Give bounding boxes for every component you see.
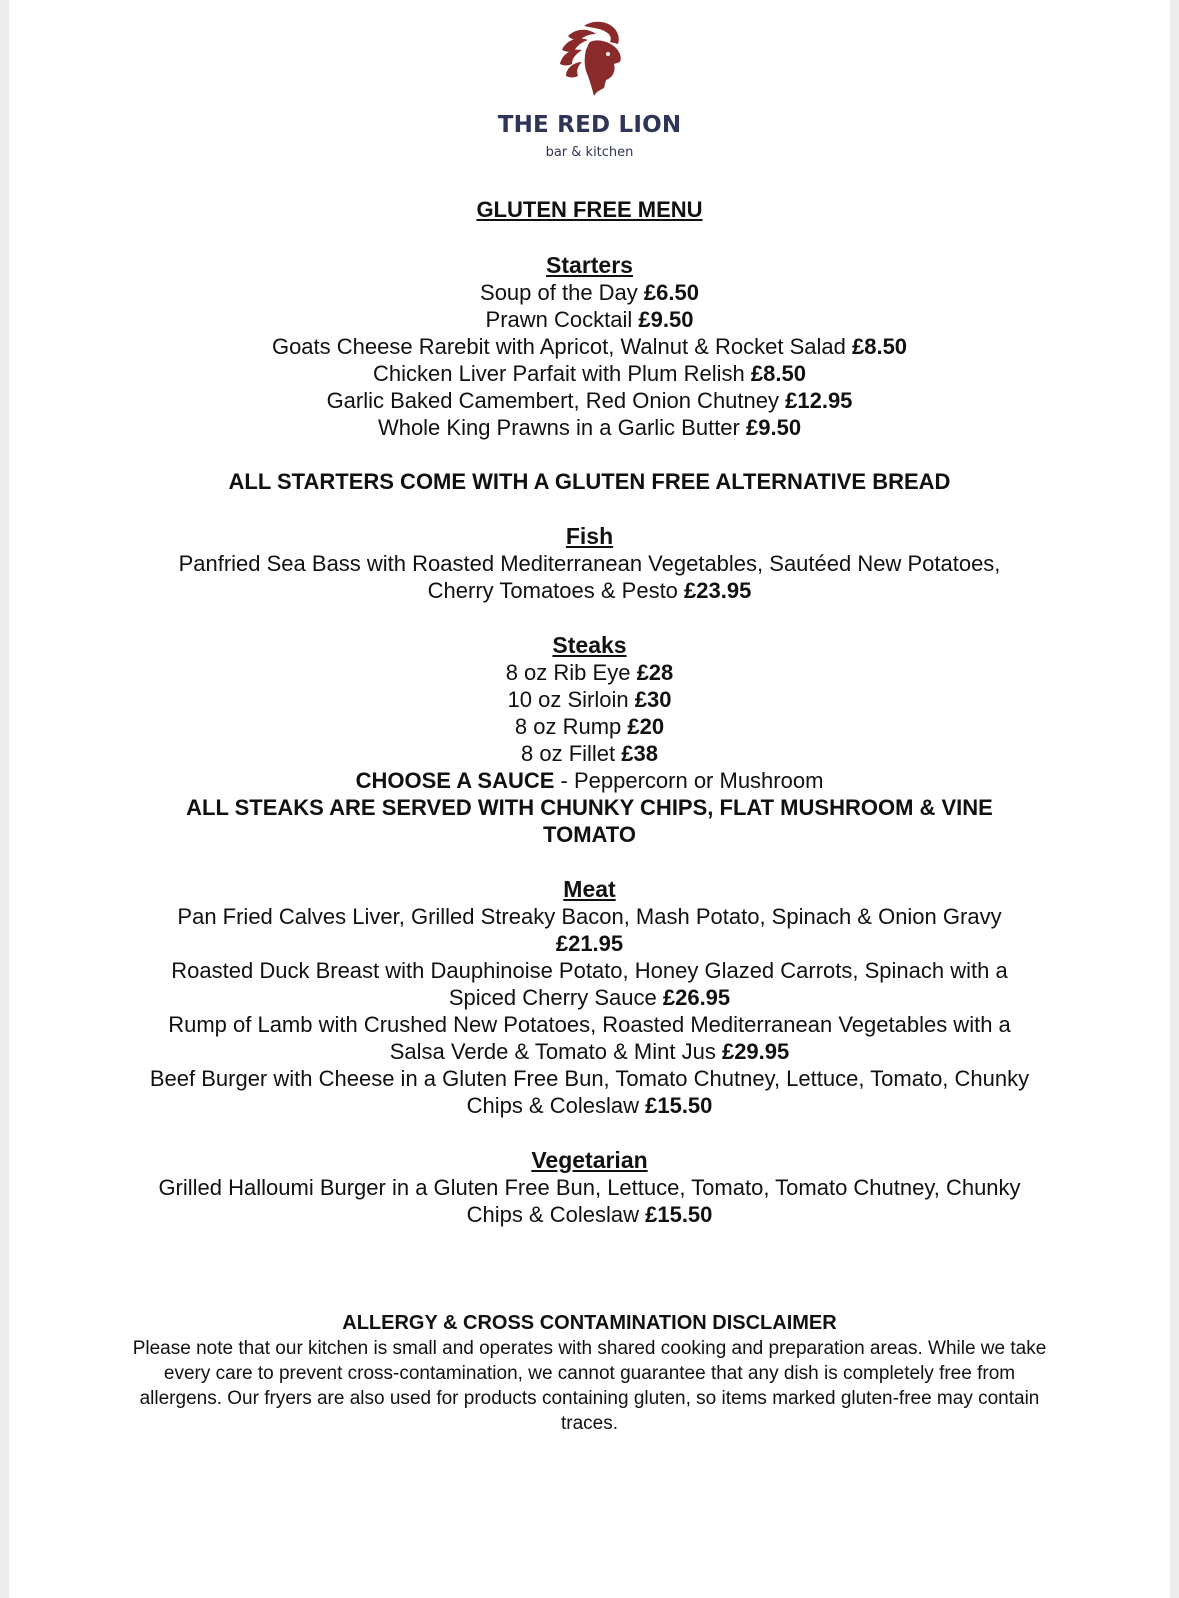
lion-head-icon — [554, 18, 626, 98]
menu-item — [9, 659, 1170, 686]
menu-item-line: Grilled Halloumi Burger in a Gluten Free Bun, Lettuce, Tomato, Tomato Chutney, Chunky — [158, 1175, 1021, 1200]
menu-item — [9, 360, 1170, 387]
item-name: Spiced Cherry Sauce — [448, 985, 657, 1010]
item-name: Prawn Cocktail — [485, 307, 633, 332]
section-heading-vegetarian: Vegetarian — [531, 1147, 648, 1173]
item-price: £29.95 — [721, 1039, 790, 1064]
section-heading-starters: Starters — [546, 252, 633, 278]
section-heading-fish: Fish — [565, 523, 614, 549]
menu-item — [9, 686, 1170, 713]
item-price: £9.50 — [746, 415, 802, 440]
menu-item — [9, 713, 1170, 740]
item-name: 8 oz Rump — [514, 714, 622, 739]
sauce-options: - Peppercorn or Mushroom — [554, 768, 824, 793]
menu-item-line: Rump of Lamb with Crushed New Potatoes, Roasted Mediterranean Vegetables with a — [168, 1012, 1011, 1037]
item-name: Garlic Baked Camembert, Red Onion Chutney — [326, 388, 779, 413]
menu-item — [9, 279, 1170, 306]
brand-name: THE RED LION — [497, 112, 682, 138]
menu-item — [9, 740, 1170, 767]
menu-content — [9, 196, 1170, 1436]
menu-item — [9, 414, 1170, 441]
item-price: £28 — [636, 660, 674, 685]
disclaimer-text: Please note that our kitchen is small and operates with shared cooking and preparation areas. While we take every care to prevent cross-contamination, we cannot guarantee that any dish is completely free from allergens. Our fryers are also used for products containing gluten, so items marked gluten-free may contain traces. — [132, 1338, 1047, 1434]
menu-item-line: Roasted Duck Breast with Dauphinoise Potato, Honey Glazed Carrots, Spinach with a — [171, 958, 1008, 983]
sauce-label: CHOOSE A SAUCE — [355, 768, 555, 793]
item-price: £26.95 — [662, 985, 731, 1010]
menu-item-line: Beef Burger with Cheese in a Gluten Free Bun, Tomato Chutney, Lettuce, Tomato, Chunky — [149, 1066, 1030, 1091]
section-heading-steaks: Steaks — [552, 632, 627, 658]
item-name: 10 oz Sirloin — [507, 687, 629, 712]
menu-item-line — [9, 1201, 1170, 1228]
item-price: £20 — [627, 714, 665, 739]
item-price: £6.50 — [643, 280, 699, 305]
item-price: £8.50 — [750, 361, 806, 386]
brand-subtitle: bar & kitchen — [545, 145, 634, 160]
menu-item-line — [9, 1092, 1170, 1119]
item-price: £15.50 — [645, 1202, 713, 1227]
menu-item-line — [9, 1038, 1170, 1065]
item-price: £30 — [634, 687, 672, 712]
item-name: 8 oz Fillet — [521, 741, 616, 766]
disclaimer-title: ALLERGY & CROSS CONTAMINATION DISCLAIMER — [342, 1312, 837, 1334]
item-price: £38 — [621, 741, 658, 766]
item-name: Chicken Liver Parfait with Plum Relish — [373, 361, 745, 386]
steaks-note-line: TOMATO — [543, 822, 636, 847]
menu-page — [9, 0, 1170, 1598]
menu-item — [9, 333, 1170, 360]
menu-title: GLUTEN FREE MENU — [476, 197, 703, 222]
item-price: £8.50 — [851, 334, 908, 359]
menu-item — [9, 306, 1170, 333]
item-name: Chips & Coleslaw — [466, 1202, 639, 1227]
sauce-choice — [9, 767, 1170, 794]
item-name: Whole King Prawns in a Garlic Butter — [377, 415, 740, 440]
item-price: £21.95 — [555, 931, 624, 956]
starters-note: ALL STARTERS COME WITH A GLUTEN FREE ALTERNATIVE BREAD — [228, 469, 951, 494]
menu-item-line — [9, 984, 1170, 1011]
steaks-note-line: ALL STEAKS ARE SERVED WITH CHUNKY CHIPS, FLAT MUSHROOM & VINE — [186, 795, 993, 820]
item-name: Soup of the Day — [480, 280, 638, 305]
menu-item-line: Pan Fried Calves Liver, Grilled Streaky Bacon, Mash Potato, Spinach & Onion Gravy — [177, 904, 1002, 929]
item-name: Salsa Verde & Tomato & Mint Jus — [389, 1039, 716, 1064]
section-heading-meat: Meat — [563, 876, 616, 902]
item-name: Chips & Coleslaw — [466, 1093, 639, 1118]
menu-item-line — [9, 577, 1170, 604]
item-price: £9.50 — [638, 307, 694, 332]
item-name: Goats Cheese Rarebit with Apricot, Walnut & Rocket Salad — [271, 334, 846, 359]
menu-item-line: Panfried Sea Bass with Roasted Mediterranean Vegetables, Sautéed New Potatoes, — [178, 551, 1001, 576]
item-price: £15.50 — [645, 1093, 713, 1118]
menu-item — [9, 387, 1170, 414]
item-price: £12.95 — [785, 388, 853, 413]
item-name: Cherry Tomatoes & Pesto — [427, 578, 678, 603]
item-name: 8 oz Rib Eye — [505, 660, 631, 685]
item-price: £23.95 — [684, 578, 752, 603]
logo — [9, 18, 1170, 98]
menu-item-line — [9, 930, 1170, 957]
